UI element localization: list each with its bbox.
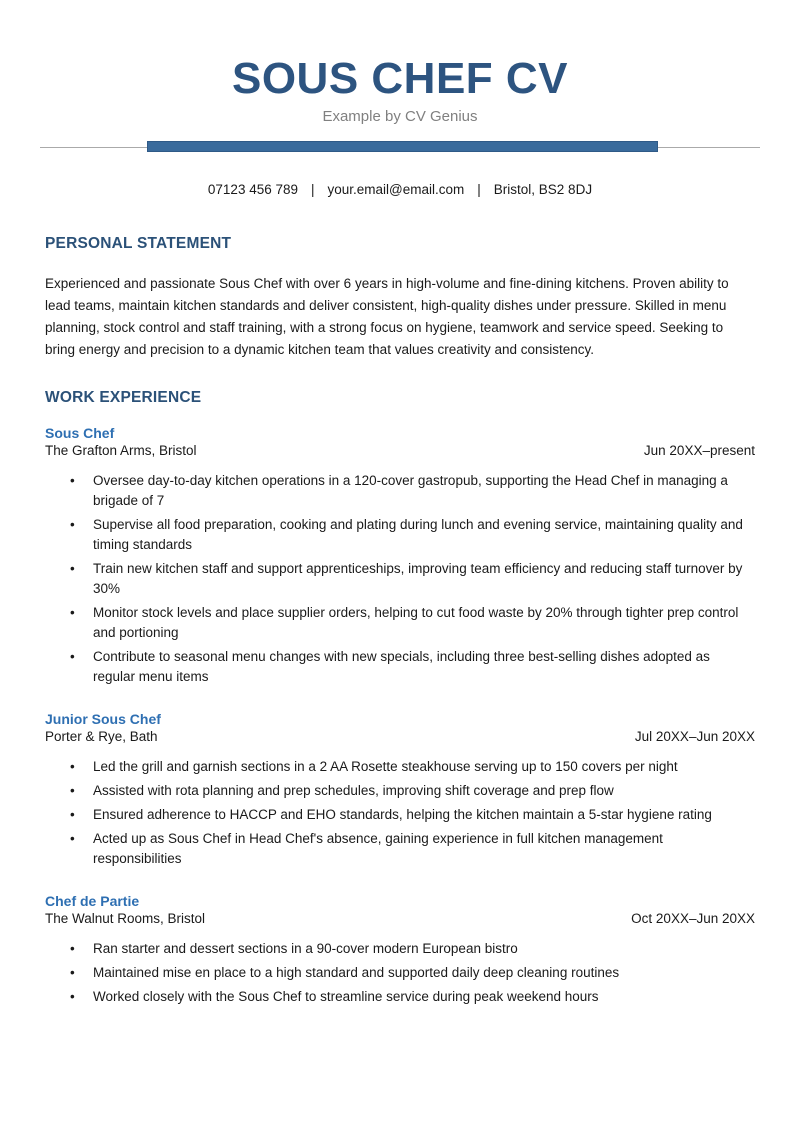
- job-bullet-list: [45, 471, 755, 687]
- divider-accent-bar: [147, 141, 658, 152]
- contact-phone: 07123 456 789: [207, 182, 298, 198]
- bullet-item: • Assisted with rota planning and prep schedules, improving shift coverage and prep flow: [70, 781, 755, 801]
- job-title: Sous Chef: [45, 425, 115, 442]
- section-heading-work-experience: WORK EXPERIENCE: [45, 389, 202, 407]
- job-company: The Grafton Arms, Bristol: [45, 443, 197, 459]
- job-dates: Oct 20XX–Jun 20XX: [631, 911, 755, 927]
- job-entry-chef-de-partie: [45, 893, 755, 1007]
- bullet-item: • Maintained mise en place to a high standard and supported daily deep cleaning routines: [70, 963, 755, 983]
- bullet-item: • Worked closely with the Sous Chef to streamline service during peak weekend hours: [70, 987, 755, 1007]
- bullet-item: • Acted up as Sous Chef in Head Chef's absence, gaining experience in full kitchen management responsibilities: [70, 829, 755, 869]
- bullet-item: • Ran starter and dessert sections in a 90-cover modern European bistro: [70, 939, 755, 959]
- job-title: Junior Sous Chef: [45, 711, 161, 728]
- cv-content: [0, 235, 800, 1007]
- job-title: Chef de Partie: [45, 893, 140, 910]
- personal-statement-text: Experienced and passionate Sous Chef with over 6 years in high-volume and fine-dining kitchens. Proven ability to lead teams, maintain kitchen standards and deliver consistent, high-quality dishes under pressure. Skilled in menu planning, stock control and staff training, with a strong focus on hygiene, teamwork and service speed. Seeking to bring energy and precision to a dynamic kitchen team that values creativity and consistency.: [45, 276, 729, 358]
- contact-separator: |: [311, 182, 315, 198]
- job-dates: Jul 20XX–Jun 20XX: [634, 729, 755, 745]
- bullet-item: • Monitor stock levels and place supplier orders, helping to cut food waste by 20% through tighter prep control and portioning: [70, 603, 755, 643]
- job-entry-sous-chef: [45, 425, 755, 687]
- contact-email: your.email@email.com: [327, 182, 465, 198]
- bullet-item: • Supervise all food preparation, cooking and plating during lunch and evening service, maintaining quality and timing standards: [70, 515, 755, 555]
- bullet-item: • Train new kitchen staff and support apprenticeships, improving team efficiency and reducing staff turnover by 30%: [70, 559, 755, 599]
- page-subtitle: Example by CV Genius: [322, 108, 478, 126]
- page-title: SOUS CHEF CV: [231, 54, 569, 103]
- bullet-item: • Ensured adherence to HACCP and EHO standards, helping the kitchen maintain a 5-star hygiene rating: [70, 805, 755, 825]
- job-company: Porter & Rye, Bath: [45, 729, 158, 745]
- contact-separator: |: [477, 182, 481, 198]
- job-bullet-list: [45, 939, 755, 1007]
- contact-line: [0, 182, 800, 197]
- contact-location: Bristol, BS2 8DJ: [493, 182, 593, 198]
- job-entry-junior-sous-chef: [45, 711, 755, 869]
- header-divider: [0, 141, 800, 152]
- job-company: The Walnut Rooms, Bristol: [45, 911, 206, 927]
- section-heading-personal-statement: PERSONAL STATEMENT: [45, 235, 232, 253]
- job-dates: Jun 20XX–present: [643, 443, 755, 459]
- job-bullet-list: [45, 757, 755, 869]
- bullet-item: • Contribute to seasonal menu changes with new specials, including three best-selling dishes adopted as regular menu items: [70, 647, 755, 687]
- bullet-item: • Led the grill and garnish sections in a 2 AA Rosette steakhouse serving up to 150 covers per night: [70, 757, 755, 777]
- bullet-item: • Oversee day-to-day kitchen operations in a 120-cover gastropub, supporting the Head Chef in managing a brigade of 7: [70, 471, 755, 511]
